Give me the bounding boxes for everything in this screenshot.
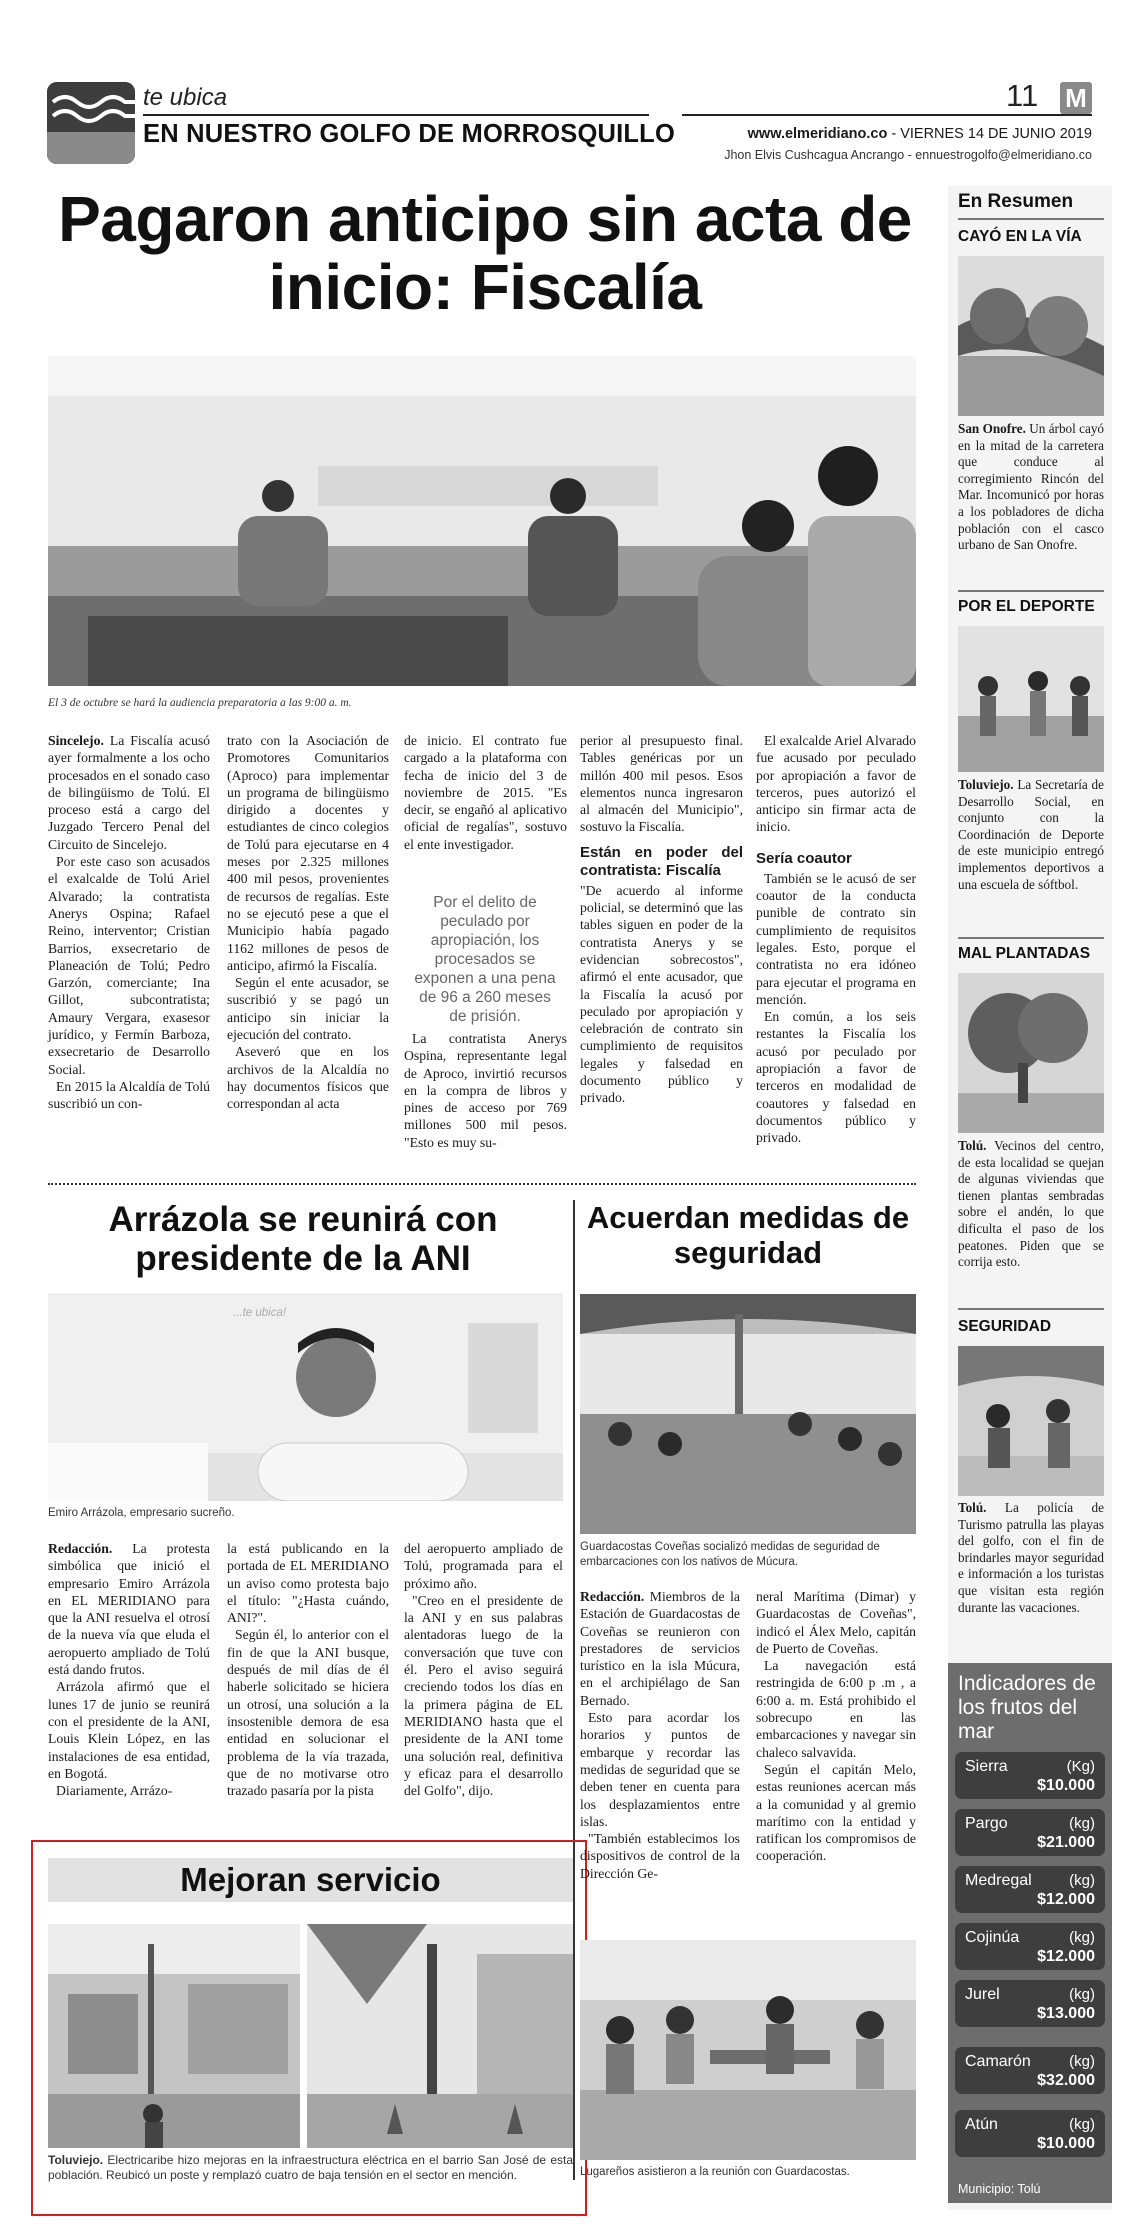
website-date: [600, 126, 1092, 142]
sidebar-item-text: San Onofre. Un árbol cayó en la mitad de la carretera que conduce al corregimiento Rincón del Mar. Incomunicó por horas a los pobladores de dicha población con el casco urbano de San Onofre.: [958, 421, 1105, 553]
fish-price-tile: [955, 1752, 1105, 1799]
sidebar-rule: [958, 1308, 1104, 1310]
fish-price-tile: [955, 1980, 1105, 2027]
paragraph: del aeropuerto ampliado de Tolú, programada para el próximo año.: [404, 1541, 563, 1591]
logo: [47, 82, 135, 164]
fish-unit: (kg): [1069, 1815, 1095, 1832]
sidebar-item-title: CAYÓ EN LA VÍA: [958, 228, 1082, 245]
seguridad-headline: Acuerdan medidas de seguridad: [586, 1200, 910, 1270]
subhead: Sería coautor: [756, 849, 852, 867]
paragraph: trato con la Asociación de Promotores Comunitarios (Aproco) para implementar un programa de bilingüismo dirigido a docentes y estudiantes de cinco colegios de Tolú para ejecutarse en 4 meses por 2.325 millones 400 mil pesos, provenientes de recursos de regalías. Este no se ejecutó pese a que el Municipio había pagado 1162 millones de pesos de anticipo, afirmó la Fiscalía.: [227, 733, 389, 973]
fish-price: $10.000: [1037, 1777, 1095, 1794]
plants-photo: [958, 973, 1104, 1133]
subhead: Están en poder del contratista: Fiscalía: [580, 843, 743, 879]
fish-name: Medregal: [965, 1872, 1032, 1889]
locals-meeting-photo: [580, 1940, 916, 2160]
fish-unit: (kg): [1069, 1929, 1095, 1946]
fish-price-tile: [955, 1866, 1105, 1913]
courtroom-photo: [48, 356, 916, 686]
pull-quote: Por el delito de peculado por apropiación, los procesados se exponen a una pena de 96 a 260 meses de prisión.: [414, 894, 556, 1025]
sidebar-title: En Resumen: [958, 191, 1074, 212]
mejoran-photo-right: [307, 1924, 573, 2148]
paragraph: Según el capitán Melo, estas reuniones acercan más a la comunidad y al gremio marítimo con la entidad y ratifican los compromisos de cooperación.: [756, 1761, 916, 1864]
main-col-1: [48, 732, 210, 1113]
fish-name: Camarón: [965, 2053, 1031, 2070]
fish-unit: (kg): [1069, 1872, 1095, 1889]
paragraph: neral Marítima (Dimar) y Guardacostas de Coveñas", indicó el Álex Melo, capitán de Puerto de Coveñas.: [756, 1589, 916, 1656]
paragraph: En 2015 la Alcaldía de Tolú suscribió un con-: [48, 1078, 210, 1112]
indicators-title: Indicadores de los frutos del mar: [958, 1672, 1096, 1743]
arrazola-col-1: [48, 1540, 210, 1799]
municipio-label: Municipio: Tolú: [958, 2182, 1041, 2196]
sidebar-rule: [958, 590, 1104, 592]
sidebar-item-text: Tolú. La policía de Turismo patrulla las playas del golfo, con el fin de brindarles mayor seguridad e información a los turistas que visitan esta región durante las vacaciones.: [958, 1500, 1104, 1615]
sidebar-rule: [958, 937, 1104, 939]
website-link[interactable]: www.elmeridiano.co: [747, 126, 888, 142]
seguridad-photo-caption: Guardacostas Coveñas socializó medidas de seguridad de embarcaciones con los nativos de Múcura.: [580, 1541, 880, 1568]
fish-price: $12.000: [1037, 1948, 1095, 1965]
fish-name: Atún: [965, 2116, 998, 2133]
main-headline: Pagaron anticipo sin acta de inicio: Fiscalía: [58, 183, 912, 323]
fish-price-tile: [955, 2110, 1105, 2157]
paragraph: Según el ente acusador, se suscribió y se pagó un anticipo sin iniciar la ejecución del contrato.: [227, 975, 389, 1043]
paragraph: El exalcalde Ariel Alvarado fue acusado por peculado por apropiación a favor de terceros, pues autorizó el anticipo sin firmar acta de inicio.: [756, 733, 916, 835]
fish-unit: (kg): [1069, 2116, 1095, 2133]
fish-price: $32.000: [1037, 2072, 1095, 2089]
fish-price: $13.000: [1037, 2005, 1095, 2022]
fish-name: Sierra: [965, 1758, 1008, 1775]
seguridad-col-1: [580, 1588, 740, 1882]
paragraph: Esto para acordar los horarios y puntos de embarque y recordar las medidas de seguridad que se deben tener en cuenta para los desplazamientos entre islas.: [580, 1710, 740, 1829]
paragraph: Redacción. La protesta simbólica que inició el empresario Emiro Arrázola en EL MERIDIANO para que la ANI resuelva el otrosí de la nueva vía que eluda el aeropuerto ampliado de Tolú está dando frutos.: [48, 1541, 210, 1678]
main-col-3-bottom: [404, 1030, 567, 1151]
main-col-2: [227, 732, 389, 1113]
sidebar-item-text: Tolú. Vecinos del centro, de esta localidad se quejan de algunas viviendas que tienen plantas sembradas sobre el andén, lo que dificulta el paso de los peatones. Piden que se corrija esto.: [958, 1138, 1104, 1270]
arrazola-headline: Arrázola se reunirá con presidente de la ANI: [108, 1200, 498, 1278]
byline: Jhon Elvis Cushcagua Ancrango - ennuestrogolfo@elmeridiano.co: [724, 148, 1092, 162]
fish-price: $21.000: [1037, 1834, 1095, 1851]
section-divider: [48, 1183, 916, 1185]
issue-date: - VIERNES 14 DE JUNIO 2019: [887, 126, 1092, 142]
fish-unit: (kg): [1069, 1986, 1095, 2003]
sports-photo: [958, 626, 1104, 772]
paragraph: Según él, lo anterior con el fin de que la ANI busque, después de mil días de él haberle solicitado se hiciera un otrosí, una solución a la insostenible demora de esa entidad en solucionar el problema de la vía trazada, que de no motivarse otro trazado pasaría por la pista: [227, 1627, 389, 1799]
section-title: EN NUESTRO GOLFO DE MORROSQUILLO: [143, 120, 675, 148]
newspaper-badge: M: [1060, 82, 1092, 114]
fallen-tree-photo: [958, 256, 1104, 416]
paragraph: En común, a los seis restantes la Fiscalía los acusó por peculado por apropiación a favor de terceros en modalidad de coautores y falsedad en documentos público y privado.: [756, 1009, 916, 1146]
paragraph: "También establecimos los dispositivos de control de la Dirección Ge-: [580, 1831, 740, 1881]
paragraph: Sincelejo. La Fiscalía acusó ayer formalmente a los ocho procesados en el sonado caso de bilingüismo de Tolú. El proceso está a cargo del Juzgado Tercero Penal del Circuito de Sincelejo.: [48, 733, 210, 852]
locals-photo-caption: Lugareños asistieron a la reunión con Guardacostas.: [580, 2166, 850, 2178]
fish-price-tile: [955, 1809, 1105, 1856]
section-kicker: te ubica: [143, 84, 228, 111]
paragraph: La navegación está restringida de 6:00 p .m , a 6:00 a. m. Está prohibido el sobrecupo en las embarcaciones y navegar sin chaleco salvavida.: [756, 1658, 916, 1760]
guardacostas-meeting-photo: [580, 1294, 916, 1534]
main-photo-caption: El 3 de octubre se hará la audiencia preparatoria a las 9:00 a. m.: [48, 697, 352, 709]
wall-text: ...te ubica!: [233, 1307, 287, 1319]
sidebar-item-title: SEGURIDAD: [958, 1318, 1052, 1335]
wave-logo-icon: [47, 82, 135, 164]
section-rule: [143, 114, 649, 116]
sidebar-item-text: Toluviejo. La Secretaría de Desarrollo Social, en conjunto con la Coordinación de Deporte de este municipio entregó implementos deportivos a una escuela de sóftbol.: [958, 777, 1104, 892]
header-rule: [682, 114, 1092, 116]
main-col-4: [580, 732, 743, 1107]
paragraph: de inicio. El contrato fue cargado a la plataforma con fecha de inicio del 3 de noviembre de 2015. "Es decir, se engañó al aplicativo oficial de regalías", sostuvo el ente investigador.: [404, 733, 567, 852]
fish-name: Cojinúa: [965, 1929, 1020, 1946]
page-number: 11: [1006, 78, 1039, 113]
sidebar-rule: [958, 218, 1104, 220]
fish-price-tile: [955, 1923, 1105, 1970]
arrazola-col-2: [227, 1540, 389, 1799]
paragraph: perior al presupuesto final. Tables genéricas por un millón 400 mil pesos. Esos elementos nunca ingresaron al almacén del Municipio", sostuvo la Fiscalía.: [580, 733, 743, 835]
paragraph: la está publicando en la portada de EL MERIDIANO un aviso como protesta bajo el título: "¿Hasta cuándo, ANI?".: [227, 1541, 389, 1626]
fish-price-tile: [955, 2047, 1105, 2094]
fish-price: $10.000: [1037, 2135, 1095, 2152]
fish-name: Pargo: [965, 1815, 1008, 1832]
paragraph: Arrázola afirmó que el lunes 17 de junio se reunirá con el presidente de la ANI, Louis Klein López, en las instalaciones de esa entidad, en Bogotá.: [48, 1679, 210, 1781]
paragraph: "Creo en el presidente de la ANI y en sus palabras alentadoras luego de la conversación que tuve con él. Pero el aviso seguirá creciendo todos los días en la primera página de EL MERIDIANO hasta que el presidente de la ANI tome una solución real, definitiva y eficaz para el desarrollo del Golfo", dijo.: [404, 1592, 563, 1799]
fish-price: $12.000: [1037, 1891, 1095, 1908]
sidebar-item-title: POR EL DEPORTE: [958, 598, 1095, 615]
main-col-5: [756, 732, 916, 1147]
police-photo: [958, 1346, 1104, 1496]
sidebar-item-title: MAL PLANTADAS: [958, 945, 1091, 962]
fish-unit: (kg): [1069, 2053, 1095, 2070]
paragraph: La contratista Anerys Ospina, representante legal de Aproco, invirtió recursos en la compra de libros y pines de acceso por 769 millones 500 mil pesos. "Esto es muy su-: [404, 1031, 567, 1150]
paragraph: "De acuerdo al informe policial, se determinó que las tables siguen en poder de la contratista Anerys y se evidencian sobrecostos", afirmó el ente acusador, que la Fiscalía la acusó por peculado por apropiación y celebración de contrato sin cumplimiento de requisitos legales y falsedad en documento público y privado.: [580, 882, 743, 1106]
paragraph: Aseveró que en los archivos de la Alcaldía no hay documentos físicos que correspondan al acta: [227, 1044, 389, 1112]
arrazola-photo: [48, 1293, 563, 1501]
seguridad-col-2: [756, 1588, 916, 1865]
arrazola-col-3: [404, 1540, 563, 1799]
fish-unit: (Kg): [1066, 1758, 1095, 1775]
paragraph: También se le acusó de ser coautor de la conducta punible de contrato sin cumplimiento de requisitos legales. Esto, porque el contratista no era idóneo para ejecutar el programa en mención.: [756, 870, 916, 1007]
main-col-3: [404, 732, 567, 853]
paragraph: Diariamente, Arrázo-: [56, 1783, 173, 1799]
paragraph: Redacción. Miembros de la Estación de Guardacostas de Coveñas se reunieron con prestadores de servicios turístico en la isla Múcura, en el archipiélago de San Bernado.: [580, 1589, 740, 1708]
fish-name: Jurel: [965, 1986, 1000, 2003]
mejoran-photo-left: [48, 1924, 300, 2148]
mejoran-headline: Mejoran servicio: [180, 1861, 441, 1898]
arrazola-photo-caption: Emiro Arrázola, empresario sucreño.: [48, 1507, 235, 1519]
mejoran-caption: Toluviejo. Electricaribe hizo mejoras en la infraestructura eléctrica en el barrio San José de esta población. Reubicó un poste y remplazó cuatro de baja tensión en el sector en mención.: [48, 2153, 573, 2182]
paragraph: Por este caso son acusados el exalcalde de Tolú Ariel Alvarado; la contratista Anerys Ospina; Rafael Reino, interventor; Cristian Barrios, exsecretario de Planeación de Tolú; Pedro Garzón, comerciante; Ina Gillot, subcontratista; Amaury Vergara, exasesor jurídico, y Fermín Barboza, exsecretario de Desarrollo Social.: [48, 854, 210, 1077]
